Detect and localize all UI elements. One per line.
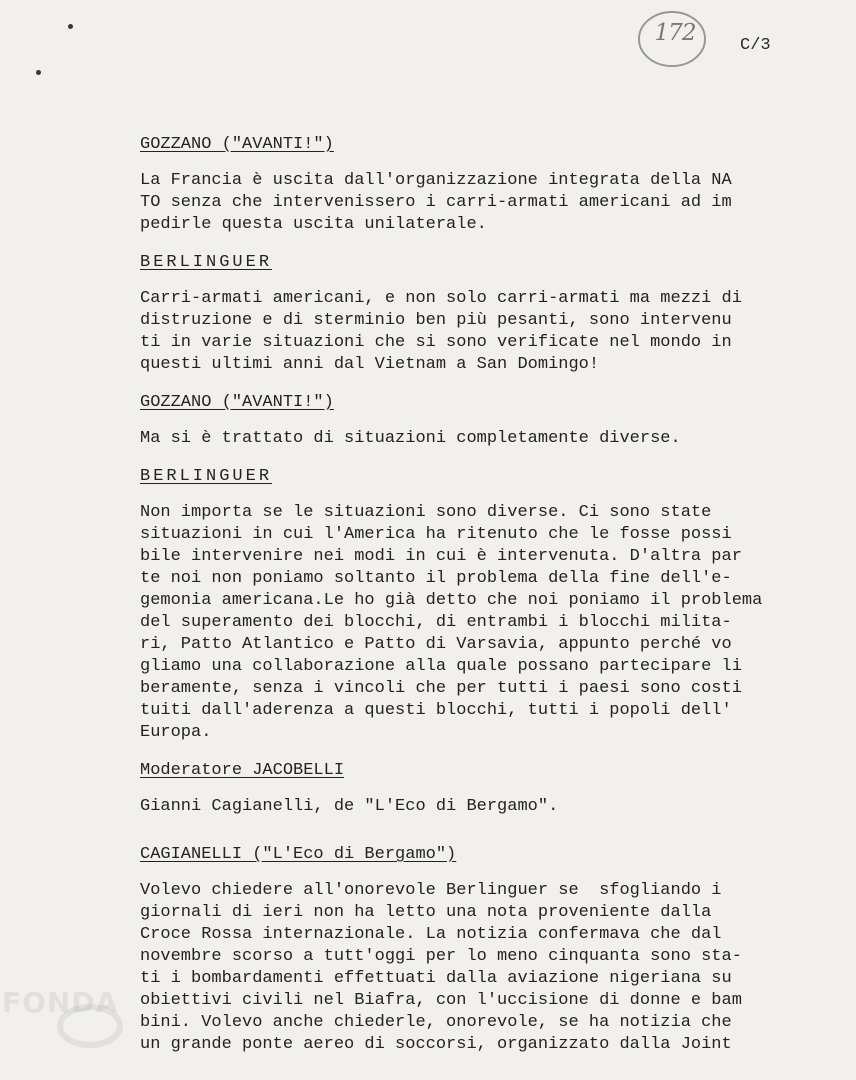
text-line: Carri-armati americani, e non solo carri-armati ma mezzi di xyxy=(140,289,742,308)
text-line: un grande ponte aereo di soccorsi, organizzato dalla Joint xyxy=(140,1035,732,1054)
text-line: te noi non poniamo soltanto il problema della fine dell'e- xyxy=(140,569,732,588)
text-line: pedirle questa uscita unilaterale. xyxy=(140,215,487,234)
text-line: Ma si è trattato di situazioni completamente diverse. xyxy=(140,429,681,448)
text-line: ri, Patto Atlantico e Patto di Varsavia, appunto perché vo xyxy=(140,635,732,654)
text-line: distruzione e di sterminio ben più pesanti, sono intervenu xyxy=(140,311,732,330)
paragraph-berlinguer-2 xyxy=(140,502,790,744)
ink-speck xyxy=(68,24,73,29)
speaker-gozzano: GOZZANO ("AVANTI!") xyxy=(140,135,334,154)
paragraph-cagianelli xyxy=(140,880,790,1056)
speaker-moderator-jacobelli: Moderatore JACOBELLI xyxy=(140,761,345,780)
text-line: La Francia è uscita dall'organizzazione integrata della NA xyxy=(140,171,732,190)
text-line: gemonia americana.Le ho già detto che noi poniamo il problema xyxy=(140,591,763,610)
archive-watermark: FONDA xyxy=(2,986,119,1019)
paragraph-gozzano-2 xyxy=(140,428,790,450)
text-line: ti in varie situazioni che si sono verificate nel mondo in xyxy=(140,333,732,352)
text-line: Croce Rossa internazionale. La notizia confermava che dal xyxy=(140,925,722,944)
text-line: ti i bombardamenti effettuati dalla aviazione nigeriana su xyxy=(140,969,732,988)
speaker-berlinguer: BERLINGUER xyxy=(140,467,273,486)
speaker-cagianelli: CAGIANELLI ("L'Eco di Bergamo") xyxy=(140,845,457,864)
ink-speck xyxy=(36,70,41,75)
speaker-berlinguer: BERLINGUER xyxy=(140,253,273,272)
text-line: obiettivi civili nel Biafra, con l'uccisione di donne e bam xyxy=(140,991,742,1010)
paragraph-berlinguer-1 xyxy=(140,288,790,376)
text-line: situazioni in cui l'America ha ritenuto che le fosse possi xyxy=(140,525,732,544)
paragraph-gozzano-1 xyxy=(140,170,790,236)
text-line: Volevo chiedere all'onorevole Berlinguer se sfogliando i xyxy=(140,881,722,900)
text-line: del superamento dei blocchi, di entrambi i blocchi milita- xyxy=(140,613,732,632)
paragraph-moderator xyxy=(140,796,790,818)
text-line: bini. Volevo anche chiederle, onorevole, se ha notizia che xyxy=(140,1013,732,1032)
text-line: novembre scorso a tutt'oggi per lo meno cinquanta sono sta- xyxy=(140,947,742,966)
text-line: Europa. xyxy=(140,723,212,742)
page-reference: C/3 xyxy=(740,36,771,55)
text-line: Gianni Cagianelli, de "L'Eco di Bergamo". xyxy=(140,797,559,816)
text-line: tuiti dall'aderenza a questi blocchi, tutti i popoli dell' xyxy=(140,701,732,720)
text-line: bile intervenire nei modi in cui è intervenuta. D'altra par xyxy=(140,547,742,566)
speaker-gozzano: GOZZANO ("AVANTI!") xyxy=(140,393,334,412)
transcript-body xyxy=(140,134,790,1056)
text-line: Non importa se le situazioni sono diverse. Ci sono state xyxy=(140,503,712,522)
text-line: questi ultimi anni dal Vietnam a San Domingo! xyxy=(140,355,600,374)
text-line: beramente, senza i vincoli che per tutti i paesi sono costi xyxy=(140,679,742,698)
watermark-logo xyxy=(55,1002,125,1050)
text-line: gliamo una collaborazione alla quale possano partecipare li xyxy=(140,657,742,676)
page-number-annotation: 172 xyxy=(654,20,696,46)
text-line: TO senza che intervenissero i carri-armati americani ad im xyxy=(140,193,732,212)
text-line: giornali di ieri non ha letto una nota proveniente dalla xyxy=(140,903,712,922)
